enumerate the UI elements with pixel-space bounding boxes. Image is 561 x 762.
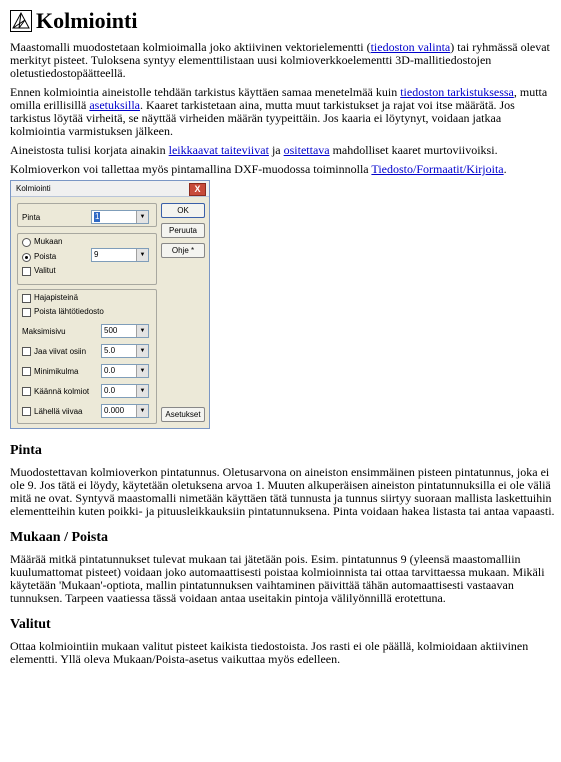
intro-paragraph-1: [10, 41, 555, 80]
text: , mutta omilla erillisillä: [10, 85, 548, 112]
radio-poista[interactable]: [22, 253, 31, 262]
text: ja: [268, 143, 284, 157]
maksimisivu-value: 500: [104, 326, 118, 335]
text: mahdolliset kaaret murtoviivoiksi.: [329, 143, 498, 157]
section-heading-mukaan-poista: Mukaan / Poista: [10, 530, 109, 545]
link-tiedosto-formaatit-kirjoita[interactable]: Tiedosto/Formaatit/Kirjoita: [371, 162, 504, 176]
intro-paragraph-2: [10, 86, 555, 138]
close-icon[interactable]: X: [189, 183, 206, 196]
jaa-viivat-label: Jaa viivat osiin: [34, 347, 87, 356]
chevron-down-icon[interactable]: ▼: [136, 365, 148, 377]
kaanna-kolmiot-select[interactable]: [101, 384, 149, 398]
link-leikkaavat-taiteviivat[interactable]: leikkaavat taiteviivat: [168, 143, 269, 157]
chevron-down-icon[interactable]: ▼: [136, 405, 148, 417]
check-jaa-viivat[interactable]: [22, 347, 31, 356]
chevron-down-icon[interactable]: ▼: [136, 385, 148, 397]
page-title: [10, 8, 555, 34]
text: Ennen kolmiointia aineistolle tehdään tarkistus käyttäen samaa menetelmää kuin: [10, 85, 401, 99]
lahella-viivaa-value: 0.000: [104, 406, 125, 415]
link-asetuksilla[interactable]: asetuksilla: [89, 98, 140, 112]
text: ) tai ryhmässä olevat merkityt pisteet. Tuloksena syntyy elementtilistaan uusi kolmioverkkoelementti 3D-mallitiedostojen oletustiedostopäätteellä.: [10, 40, 550, 80]
lahella-viivaa-select[interactable]: [101, 404, 149, 418]
check-poista-lahtotiedosto[interactable]: [22, 308, 31, 317]
asetukset-button[interactable]: Asetukset: [161, 407, 205, 422]
link-ositettava[interactable]: ositettava: [283, 143, 330, 157]
ohje-button[interactable]: Ohje *: [161, 243, 205, 258]
pinta-value: 1: [95, 212, 100, 221]
section-text-valitut: Ottaa kolmiointiin mukaan valitut pisteet kaikista tiedostoista. Jos rasti ei ole päällä, kolmioidaan aktiivinen elementti. Yllä oleva Mukaan/Poista-asetus vaikuttaa myös edelleen.: [10, 639, 529, 666]
check-minimikulma[interactable]: [22, 367, 31, 376]
chevron-down-icon[interactable]: ▼: [136, 345, 148, 357]
triangulation-icon: [10, 10, 32, 32]
check-poista-lahtotiedosto-label: Poista lähtötiedosto: [34, 307, 104, 316]
poista-select[interactable]: [91, 248, 149, 262]
ok-button[interactable]: OK: [161, 203, 205, 218]
intro-paragraph-4: [10, 163, 555, 176]
pinta-label: Pinta: [22, 213, 41, 222]
maksimisivu-label: Maksimisivu: [22, 327, 66, 336]
text: .: [503, 162, 507, 176]
peruuta-button[interactable]: Peruuta: [161, 223, 205, 238]
dialog-title: Kolmiointi: [16, 184, 51, 193]
intro-paragraph-3: [10, 144, 555, 157]
jaa-viivat-value: 5.0: [104, 346, 116, 355]
check-lahella-viivaa[interactable]: [22, 407, 31, 416]
pinta-select[interactable]: [91, 210, 149, 224]
chevron-down-icon[interactable]: ▼: [136, 211, 148, 223]
section-heading-pinta: Pinta: [10, 443, 42, 458]
check-valitut-label: Valitut: [34, 266, 56, 275]
check-kaanna-kolmiot[interactable]: [22, 387, 31, 396]
link-tiedoston-valinta[interactable]: tiedoston valinta: [370, 40, 451, 54]
kaanna-kolmiot-value: 0.0: [104, 386, 116, 395]
lahella-viivaa-label: Lähellä viivaa: [34, 407, 83, 416]
text: . Kaaret tarkistetaan aina, mutta muut tarkistukset ja rajat voi itse määrätä. Jos tarkistus löytää virheitä, se näyttää virheiden määrän tyypeittäin. Jos kaaria ei löytynyt, voidaan jatkaa kolmiointia varmistuksen jälkeen.: [10, 98, 515, 138]
text: Maastomalli muodostetaan kolmioimalla joko aktiivinen vektorielementti (: [10, 40, 371, 54]
check-valitut[interactable]: [22, 267, 31, 276]
check-hajapisteina-label: Hajapisteinä: [34, 293, 79, 302]
radio-mukaan[interactable]: [22, 238, 31, 247]
section-heading-valitut: Valitut: [10, 617, 51, 632]
dialog-titlebar: [11, 181, 209, 197]
radio-poista-label: Poista: [34, 252, 57, 261]
kolmiointi-dialog: [10, 180, 210, 429]
section-text-pinta: Muodostettavan kolmioverkon pintatunnus. Oletusarvona on aineiston ensimmäinen pisteen pintatunnus, joka ei ole 9. Jos tätä ei löydy, käytetään oletuksena arvoa 1. Muuten alkuperäisen aineiston pintatunnuksilla ei ole väliä mitä ne ovat. Syntyvä maastomalli nimetään käyttäen tätä tunnusta ja tunnus siirtyy suoraan mallista laskettuihin elementteihin kuten poikki- ja pituusleikkauksiin pintatunnuksena. Pinta voidaan hakea listasta tai antaa vapaasti.: [10, 465, 555, 518]
text: Aineistosta tulisi korjata ainakin: [10, 143, 169, 157]
chevron-down-icon[interactable]: ▼: [136, 249, 148, 261]
radio-mukaan-label: Mukaan: [34, 237, 63, 246]
section-text-mukaan-poista: Määrää mitkä pintatunnukset tulevat mukaan tai jätetään pois. Esim. pintatunnus 9 (yleensä maastomalliin kuulumattomat pisteet) voidaan joko automaattisesti poistaa kolmioinnista tai ottaa tarvittaessa mukaan. Mikäli käytetään 'Mukaan'-optiota, mallin pintatunnuksen vaihtaminen päivittää tähän automaattisesti vastaavan tunnuksen. Tarpeen vaatiessa tässä voidaan antaa useitakin pintoja välilyönnillä erotettuna.: [10, 552, 545, 605]
help-page: [10, 8, 555, 672]
maksimisivu-select[interactable]: [101, 324, 149, 338]
link-tiedoston-tarkistus[interactable]: tiedoston tarkistuksessa: [400, 85, 514, 99]
minimikulma-select[interactable]: [101, 364, 149, 378]
kaanna-kolmiot-label: Käännä kolmiot: [34, 387, 90, 396]
page-title-text: Kolmiointi: [36, 8, 138, 33]
minimikulma-value: 0.0: [104, 366, 116, 375]
text: Kolmioverkon voi tallettaa myös pintamallina DXF-muodossa toiminnolla: [10, 162, 372, 176]
jaa-viivat-select[interactable]: [101, 344, 149, 358]
check-hajapisteina[interactable]: [22, 294, 31, 303]
chevron-down-icon[interactable]: ▼: [136, 325, 148, 337]
poista-value: 9: [94, 250, 99, 259]
minimikulma-label: Minimikulma: [34, 367, 79, 376]
